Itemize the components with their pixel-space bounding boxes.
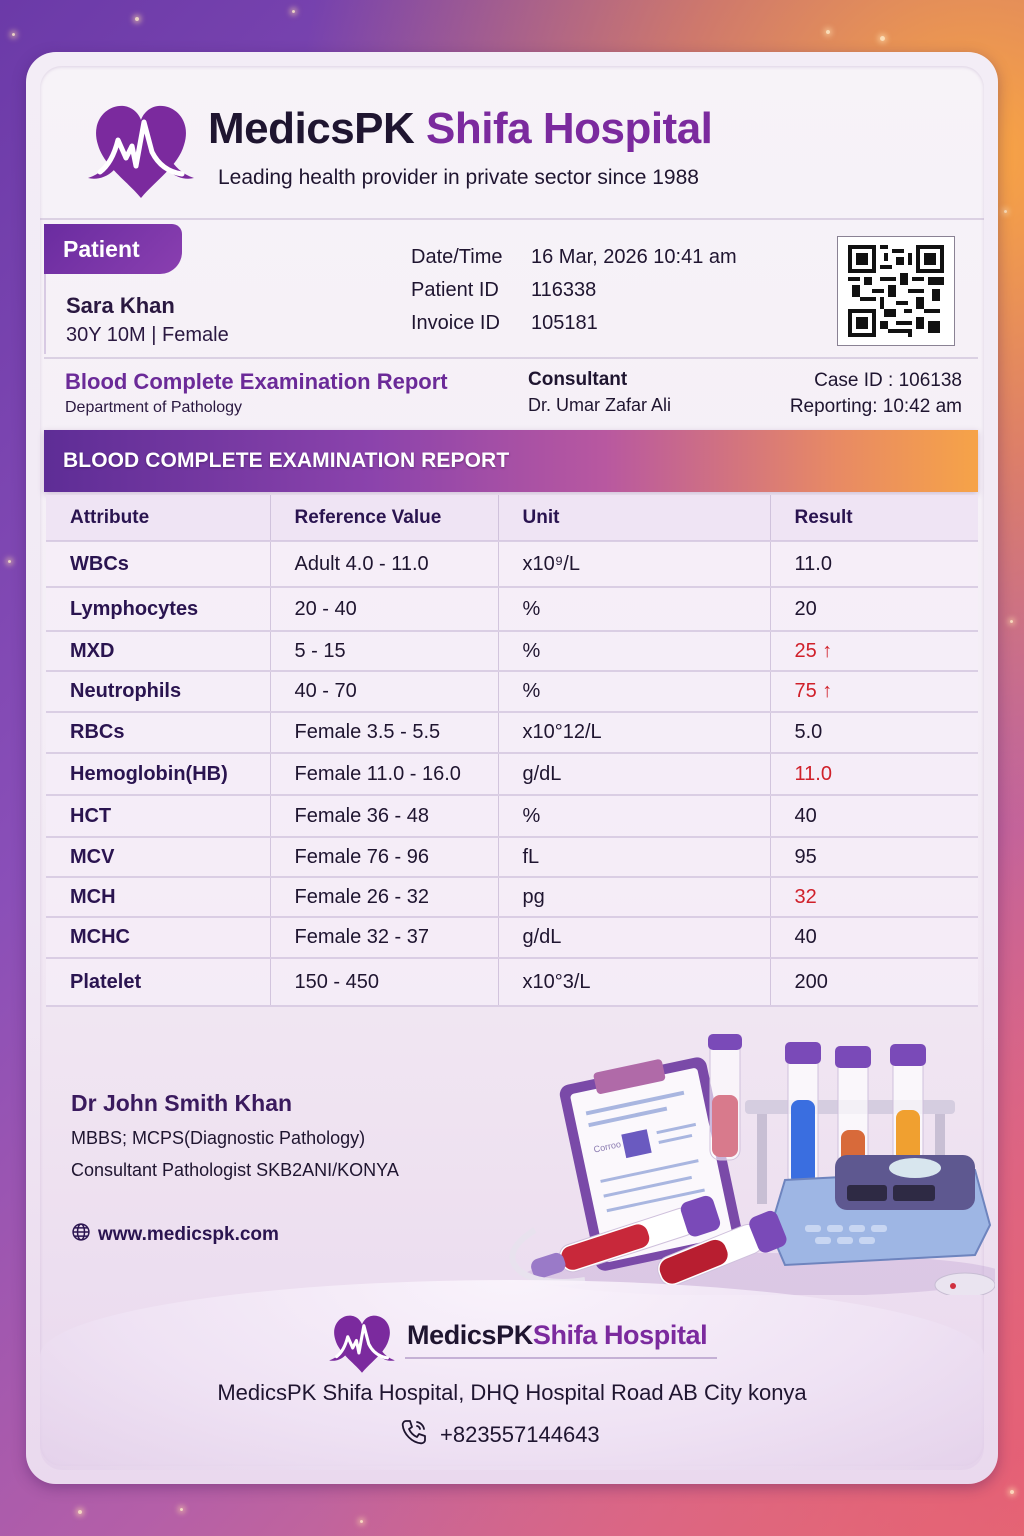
website-link[interactable]	[71, 1222, 279, 1248]
cell-reference: 150 - 450	[270, 958, 498, 1006]
patient-name: Sara Khan	[66, 293, 175, 318]
cell-reference: Female 11.0 - 16.0	[270, 753, 498, 795]
footer-phone[interactable]	[400, 1418, 600, 1452]
patient-tab-label: Patient	[44, 224, 182, 274]
info-row-datetime	[411, 241, 737, 274]
cell-unit: g/dL	[498, 753, 770, 795]
header-result: Result	[770, 495, 978, 541]
cell-attribute: MCH	[46, 877, 270, 917]
pathologist-name: Dr John Smith Khan	[71, 1090, 293, 1116]
footer-brand-primary: MedicsPK	[407, 1320, 533, 1350]
phone-number: +823557144643	[440, 1422, 600, 1447]
info-value: 105181	[531, 312, 598, 334]
cell-unit: %	[498, 631, 770, 671]
cell-reference: 5 - 15	[270, 631, 498, 671]
cell-reference: 20 - 40	[270, 587, 498, 631]
report-title: Blood Complete Examination Report	[65, 369, 448, 394]
table-row	[46, 795, 978, 837]
report-banner	[44, 430, 978, 492]
header-unit: Unit	[498, 495, 770, 541]
pathologist-role: Consultant Pathologist SKB2ANI/KONYA	[71, 1160, 399, 1180]
table-row	[46, 958, 978, 1006]
table-row	[46, 917, 978, 958]
globe-icon	[71, 1222, 91, 1248]
footer-address: MedicsPK Shifa Hospital, DHQ Hospital Road AB City konya	[217, 1380, 807, 1405]
cell-unit: x10°3/L	[498, 958, 770, 1006]
reporting-time: Reporting: 10:42 am	[789, 396, 962, 417]
consultant-label: Consultant	[528, 369, 628, 390]
info-row-patient-id	[411, 274, 737, 307]
cell-attribute: MCHC	[46, 917, 270, 958]
footer-heart-pulse-logo-icon	[322, 1312, 402, 1374]
cell-attribute: Neutrophils	[46, 671, 270, 712]
section-divider	[44, 357, 978, 359]
brand-primary: MedicsPK	[208, 104, 415, 153]
info-row-invoice-id	[411, 307, 737, 340]
hospital-tagline: Leading health provider in private sector since 1988	[218, 166, 699, 189]
heart-pulse-m-logo-icon	[86, 100, 196, 200]
table-row	[46, 877, 978, 917]
website-url: www.medicspk.com	[98, 1224, 279, 1245]
table-row	[46, 541, 978, 587]
table-row	[46, 671, 978, 712]
cell-result: 25 ↑	[770, 631, 978, 671]
cell-reference: Female 3.5 - 5.5	[270, 712, 498, 753]
cell-unit: %	[498, 587, 770, 631]
cell-result: 40	[770, 917, 978, 958]
table-row	[46, 753, 978, 795]
cell-unit: %	[498, 671, 770, 712]
table-row	[46, 712, 978, 753]
cell-attribute: WBCs	[46, 541, 270, 587]
cell-reference: 40 - 70	[270, 671, 498, 712]
cell-reference: Adult 4.0 - 11.0	[270, 541, 498, 587]
cell-reference: Female 36 - 48	[270, 795, 498, 837]
cell-attribute: MCV	[46, 837, 270, 877]
cell-reference: Female 32 - 37	[270, 917, 498, 958]
cell-attribute: HCT	[46, 795, 270, 837]
footer-brand-underline	[405, 1357, 717, 1359]
qr-code-icon[interactable]	[837, 236, 955, 346]
table-row	[46, 587, 978, 631]
table-row	[46, 631, 978, 671]
table-header-row	[46, 495, 978, 541]
info-label: Invoice ID	[411, 312, 500, 334]
results-table-body	[46, 541, 978, 1006]
cell-result: 11.0	[770, 541, 978, 587]
cell-result: 200	[770, 958, 978, 1006]
consultant-name: Dr. Umar Zafar Ali	[528, 395, 672, 415]
case-id: Case ID : 106138	[814, 370, 962, 391]
svg-text:Corroo: Corroo	[592, 1139, 622, 1155]
cell-result: 95	[770, 837, 978, 877]
department: Department of Pathology	[65, 399, 242, 416]
info-value: 16 Mar, 2026 10:41 am	[531, 246, 737, 268]
footer-brand-secondary: Shifa Hospital	[532, 1320, 708, 1350]
header-divider	[40, 218, 984, 220]
cell-reference: Female 76 - 96	[270, 837, 498, 877]
pathologist-qualification: MBBS; MCPS(Diagnostic Pathology)	[71, 1128, 366, 1148]
cell-result: 20	[770, 587, 978, 631]
cell-attribute: Platelet	[46, 958, 270, 1006]
lab-equipment-illustration	[495, 1030, 995, 1295]
cell-result: 40	[770, 795, 978, 837]
info-value: 116338	[531, 279, 597, 301]
info-label: Date/Time	[411, 246, 503, 268]
cell-unit: pg	[498, 877, 770, 917]
patient-info-grid	[411, 241, 737, 340]
results-table	[46, 495, 978, 1007]
cell-attribute: Hemoglobin(HB)	[46, 753, 270, 795]
header-attribute: Attribute	[46, 495, 270, 541]
cell-unit: g/dL	[498, 917, 770, 958]
cell-unit: x10⁹/L	[498, 541, 770, 587]
cell-unit: %	[498, 795, 770, 837]
footer-brand	[407, 1320, 707, 1351]
cell-result: 75 ↑	[770, 671, 978, 712]
cell-result: 32	[770, 877, 978, 917]
cell-reference: Female 26 - 32	[270, 877, 498, 917]
patient-age-gender: 30Y 10M | Female	[66, 324, 229, 346]
cell-unit: fL	[498, 837, 770, 877]
hospital-brand-title	[208, 104, 712, 154]
cell-attribute: Lymphocytes	[46, 587, 270, 631]
cell-result: 5.0	[770, 712, 978, 753]
header-reference: Reference Value	[270, 495, 498, 541]
report-banner-title: BLOOD COMPLETE EXAMINATION REPORT	[63, 449, 510, 472]
brand-secondary: Shifa Hospital	[426, 104, 713, 153]
table-row	[46, 837, 978, 877]
phone-icon	[400, 1418, 428, 1452]
cell-result: 11.0	[770, 753, 978, 795]
cell-attribute: RBCs	[46, 712, 270, 753]
info-label: Patient ID	[411, 279, 499, 301]
cell-unit: x10°12/L	[498, 712, 770, 753]
cell-attribute: MXD	[46, 631, 270, 671]
